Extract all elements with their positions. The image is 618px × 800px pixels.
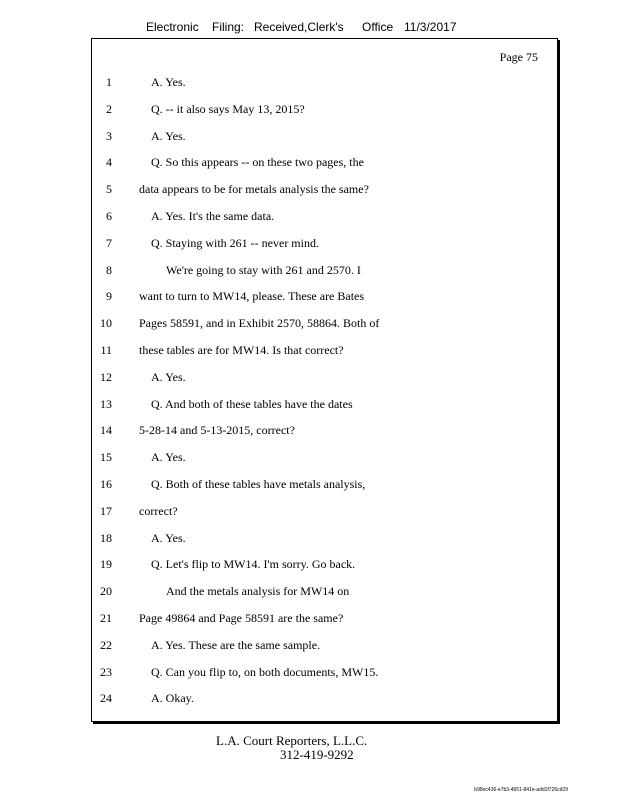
transcript-line (0, 477, 618, 497)
line-number: 5 (106, 182, 112, 197)
line-number: 17 (100, 503, 112, 518)
transcript-line (0, 343, 618, 363)
reporter-phone: 312-419-9292 (280, 747, 354, 762)
line-number: 19 (100, 557, 112, 572)
line-text: Pages 58591, and in Exhibit 2570, 58864. Both of (139, 316, 380, 331)
line-text: 5-28-14 and 5-13-2015, correct? (139, 423, 295, 438)
line-text: A. Yes. (151, 75, 186, 89)
line-text: A. Okay. (151, 691, 194, 706)
transcript-line (0, 236, 618, 256)
line-number: 4 (106, 155, 112, 170)
document-id: b98ec436-e7b3-4651-841e-add1f726cd29 (474, 787, 568, 793)
filing-stamp (0, 20, 618, 36)
transcript-line (0, 611, 618, 631)
line-text: Q. Let's flip to MW14. I'm sorry. Go back. (151, 557, 356, 572)
transcript-line (0, 129, 618, 149)
transcript-line (0, 289, 618, 309)
line-text: data appears to be for metals analysis the same? (139, 182, 369, 197)
line-text: Q. Staying with 261 -- never mind. (151, 235, 319, 250)
transcript-line (0, 397, 618, 417)
reporter-company: L.A. Court Reporters, L.L.C. (216, 733, 368, 748)
line-number: 20 (100, 584, 112, 599)
line-text: A. Yes. These are the same sample. (151, 637, 321, 652)
line-text: A. Yes. It's the same data. (151, 209, 275, 223)
transcript-line (0, 316, 618, 336)
line-number: 24 (100, 691, 112, 706)
transcript-line (0, 370, 618, 390)
line-number: 6 (106, 209, 112, 223)
transcript-line (0, 584, 618, 604)
transcript-line (0, 155, 618, 175)
line-number: 14 (100, 423, 112, 438)
line-number: 2 (106, 101, 112, 116)
line-text: Q. Can you flip to, on both documents, MW15. (151, 664, 379, 679)
line-text: We're going to stay with 261 and 2570. I (166, 262, 361, 277)
transcript-line (0, 450, 618, 470)
transcript-line (0, 557, 618, 577)
line-text: Q. So this appears -- on these two pages, the (151, 155, 364, 170)
line-text: A. Yes. (151, 450, 186, 465)
transcript-line (0, 182, 618, 202)
transcript-line (0, 423, 618, 443)
line-text: A. Yes. (151, 530, 186, 545)
line-text: Page 49864 and Page 58591 are the same? (139, 611, 344, 625)
line-number: 12 (100, 369, 112, 384)
filing-stamp-office: Office (362, 20, 394, 34)
line-text: And the metals analysis for MW14 on (166, 584, 350, 599)
line-number: 9 (106, 289, 112, 304)
transcript-line (0, 665, 618, 685)
page-number: Page 75 (499, 50, 538, 64)
transcript-line (0, 638, 618, 658)
filing-stamp-date: 11/3/2017 (404, 20, 457, 34)
line-number: 21 (100, 611, 112, 625)
line-text: A. Yes. (151, 128, 186, 143)
line-number: 11 (100, 343, 112, 357)
line-text: correct? (139, 503, 178, 518)
filing-stamp-filing: Filing: (212, 20, 245, 34)
line-number: 23 (100, 664, 112, 679)
line-number: 18 (100, 530, 112, 545)
transcript-line (0, 209, 618, 229)
filing-stamp-received: Received,Clerk's (254, 20, 344, 34)
transcript-line (0, 691, 618, 711)
line-number: 15 (100, 450, 112, 465)
line-number: 22 (100, 637, 112, 652)
filing-stamp-electronic: Electronic (146, 20, 199, 34)
line-text: these tables are for MW14. Is that correct? (139, 343, 344, 357)
line-number: 16 (100, 477, 112, 491)
line-text: want to turn to MW14, please. These are Bates (139, 289, 365, 304)
line-number: 3 (106, 128, 112, 143)
transcript-line (0, 504, 618, 524)
line-number: 10 (100, 316, 112, 331)
line-number: 7 (106, 235, 112, 250)
transcript-line (0, 263, 618, 283)
line-text: Q. -- it also says May 13, 2015? (151, 101, 305, 116)
line-number: 8 (106, 262, 112, 277)
line-number: 1 (106, 75, 112, 89)
line-text: A. Yes. (151, 369, 186, 384)
transcript-line (0, 531, 618, 551)
transcript-line (0, 75, 618, 95)
line-text: Q. And both of these tables have the dates (151, 396, 353, 411)
transcript-line (0, 102, 618, 122)
line-text: Q. Both of these tables have metals analysis, (151, 477, 366, 491)
line-number: 13 (100, 396, 112, 411)
